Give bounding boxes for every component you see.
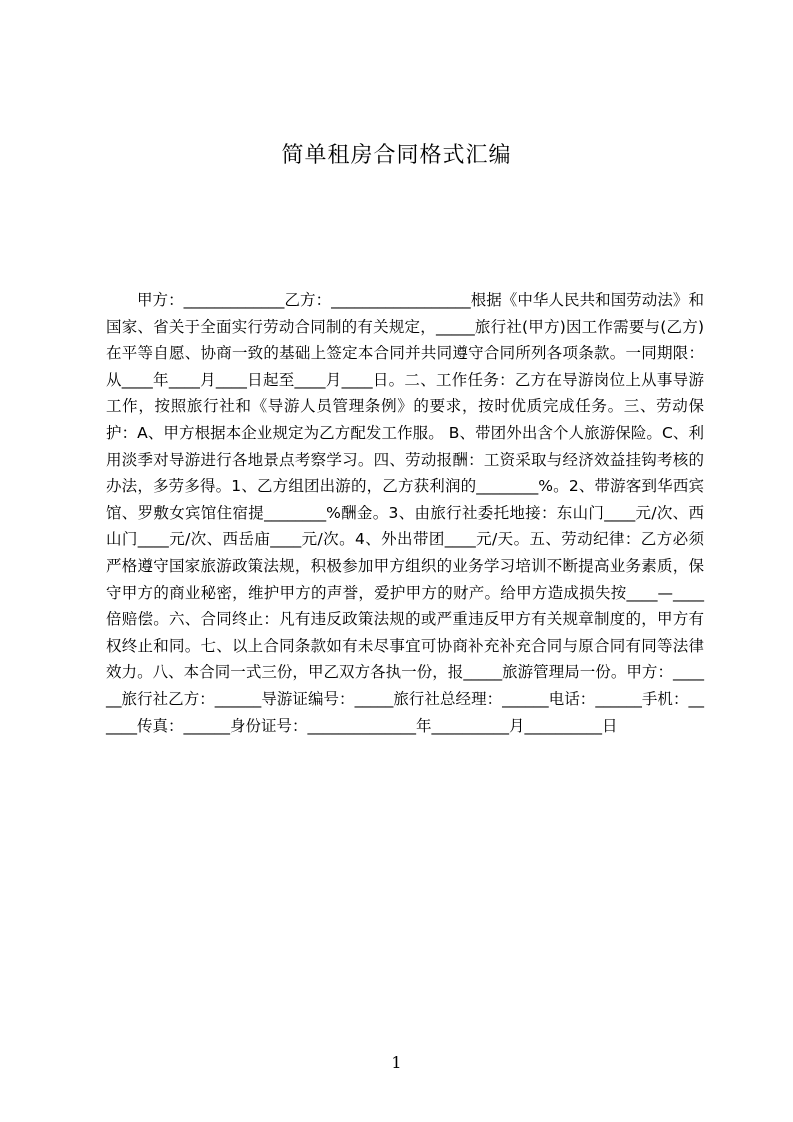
contract-body-paragraph: 甲方：_____________乙方：__________________根据《中华人民共和国劳动法》和国家、省关于全面实行劳动合同制的有关规定，_____旅行社(甲方)因工作需要与(乙方)在平等自愿、协商一致的基础上签定本合同并共同遵守合同所列各项条款。一同期限：从____年____月____日起至____月____日。二、工作任务：乙方在导游岗位上从事导游工作，按照旅行社和《导游人员管理条例》的要求，按时优质完成任务。三、劳动保护：A、甲方根据本企业规定为乙方配发工作服。 B、带团外出含个人旅游保险。C、利用淡季对导游进行各地景点考察学习。四、劳动报酬：工资采取与经济效益挂钩考核的办法，多劳多得。1、乙方组团出游的，乙方获利润的________%。2、带游客到华西宾馆、罗敷女宾馆住宿提________%酬金。3、由旅行社委托地接：东山门____元/次、西山门____元/次、西岳庙____元/次。4、外出带团____元/天。五、劳动纪律：乙方必须严格遵守国家旅游政策法规，积极参加甲方组织的业务学习培训不断提高业务素质，保守甲方的商业秘密，维护甲方的声誉，爱护甲方的财产。给甲方造成损失按____—____倍赔偿。六、合同终止：凡有违反政策法规的或严重违反甲方有关规章制度的，甲方有权终止和同。七、以上合同条款如有未尽事宜可协商补充补充合同与原合同有同等法律效力。八、本合同一式三份，甲乙双方各执一份，报_____旅游管理局一份。甲方：______旅行社乙方：______导游证编号：_____旅行社总经理：______电话：______手机：______传真：______身份证号：______________年__________月__________日 <box>106 291 704 735</box>
document-title: 简单租房合同格式汇编 <box>281 143 512 168</box>
page-number: 1 <box>391 1053 402 1072</box>
